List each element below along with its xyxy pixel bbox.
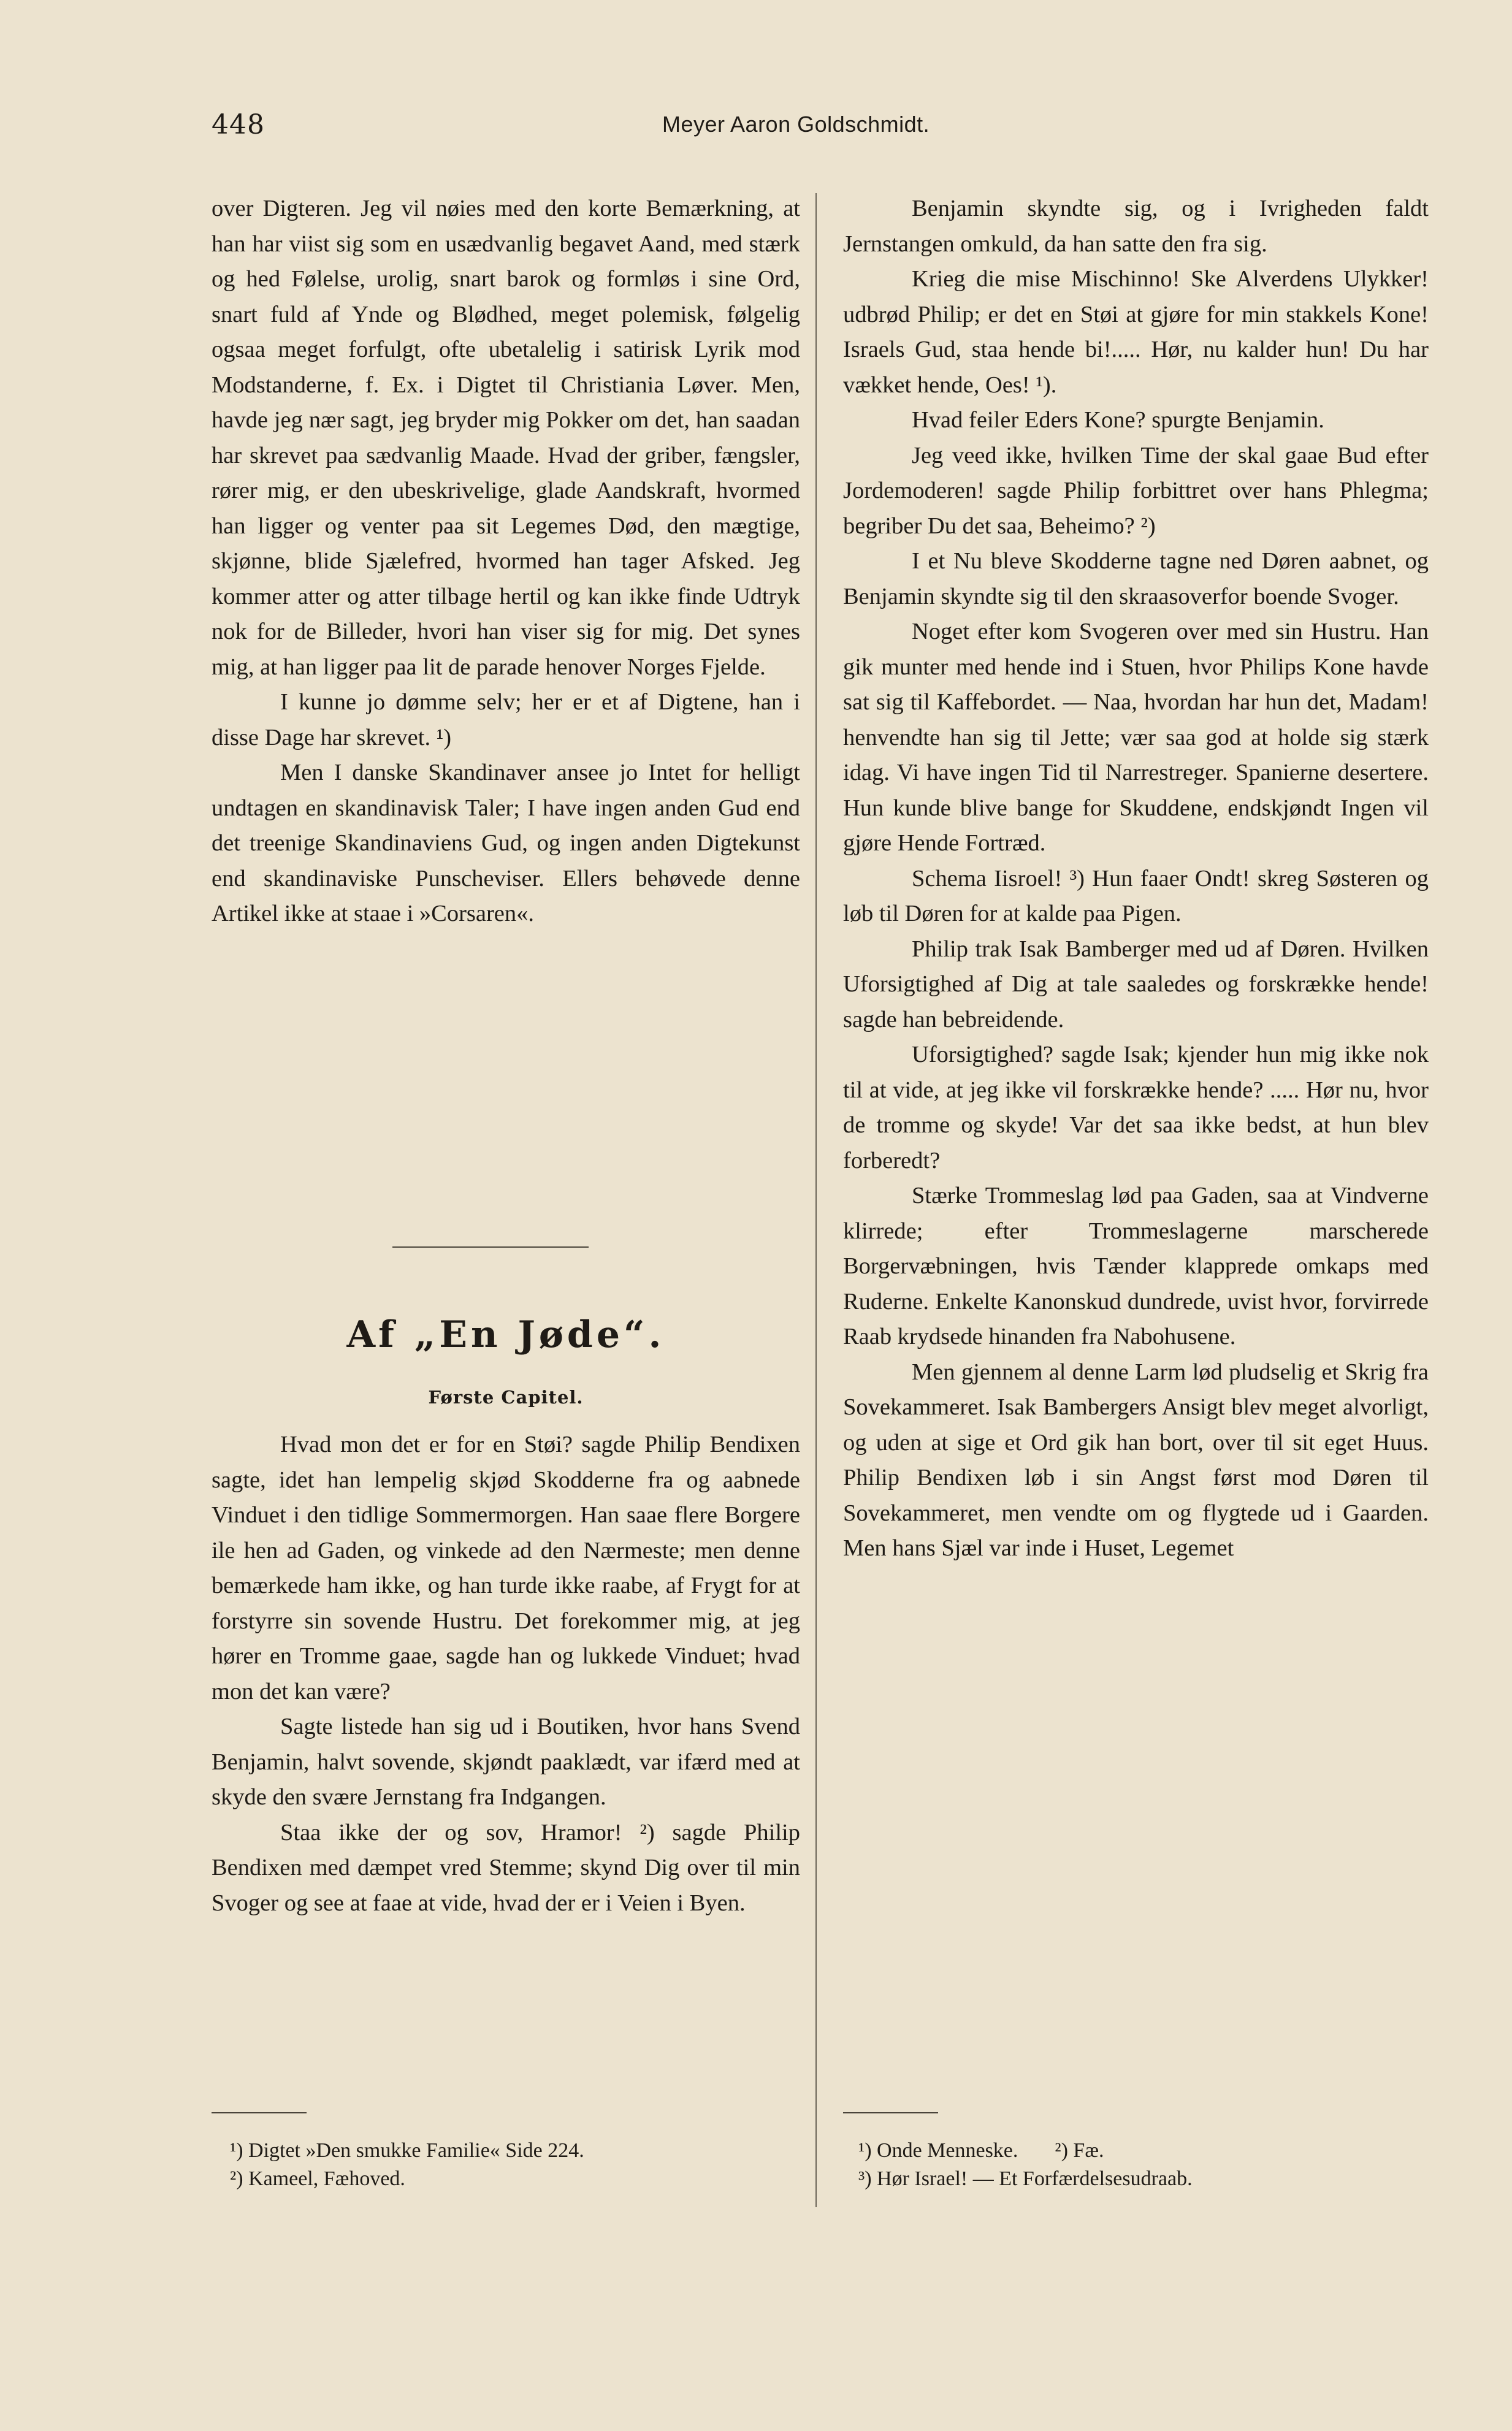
- story-paragraph: Sagte listede han sig ud i Boutiken, hvor hans Svend Benjamin, halvt sovende, skjøndt paaklædt, var ifærd med at skyde den svære Jernstang fra Indgangen.: [212, 1714, 800, 1810]
- running-head: Meyer Aaron Goldschmidt.: [662, 112, 930, 137]
- footnote-line: [858, 2137, 1193, 2165]
- story-paragraph: Staa ikke der og sov, Hramor! ²) sagde Philip Bendixen med dæmpet vred Stemme; skynd Dig over til min Svoger og see at faae at vide, hvad der er i Veien i Byen.: [212, 1819, 800, 1916]
- story-paragraph: Krieg die mise Mischinno! Ske Alverdens Ulykker! udbrød Philip; er det en Støi at gjøre for min stakkels Kone! Israels Gud, staa hende bi!..... Hør, nu kalder hun! Du har vækket hende, Oes! ¹).: [843, 266, 1429, 398]
- story-paragraph: Hvad feiler Eders Kone? spurgte Benjamin.: [912, 407, 1324, 433]
- page-number: 448: [212, 109, 265, 140]
- footnote: ¹) Digtet »Den smukke Familie« Side 224.: [230, 2139, 584, 2162]
- essay-paragraph: Men I danske Skandinaver ansee jo Intet for helligt undtagen en skandinavisk Taler; I have ingen anden Gud end det treenige Skandinaviens Gud, og ingen anden Digtekunst end skandinaviske Punscheviser. Ellers behøvede denne Artikel ikke at staae i »Corsaren«.: [212, 760, 800, 926]
- story-paragraph: Stærke Trommeslag lød paa Gaden, saa at Vindverne klirrede; efter Trommeslagerne marscherede Borgervæbningen, hvis Tænder klapprede omkaps med Ruderne. Enkelte Kanonskud dundrede, uvist hvor, forvirrede Raab krydsede hinanden fra Nabohusene.: [843, 1183, 1429, 1349]
- essay-paragraph: over Digteren. Jeg vil nøies med den korte Bemærkning, at han har viist sig som en usædvanlig begavet Aand, med stærk og hed Følelse, urolig, snart barok og formløs i sine Ord, snart fuld af Ynde og Blødhed, meget polemisk, følgelig ogsaa meget forfulgt, ofte ubetalelig i satirisk Lyrik mod Modstanderne, f. Ex. i Digtet til Christiania Løver. Men, havde jeg nær sagt, jeg bryder mig Pokker om det, han saadan har skrevet paa sædvanlig Maade. Hvad der griber, fængsler, rører mig, er den ubeskrivelige, glade Aandskraft, hvormed han ligger og venter paa sit Legemes Død, den mægtige, skjønne, blide Sjælefred, hvormed han tager Afsked. Jeg kommer atter og atter tilbage hertil og kan ikke finde Udtryk nok for de Billeder, hvori han viser sig for mig. Det synes mig, at han ligger paa lit de parade henover Norges Fjelde.: [212, 196, 800, 680]
- right-column: [843, 191, 1429, 1567]
- footnote: ¹) Onde Menneske.: [858, 2139, 1018, 2162]
- story-paragraph: Benjamin skyndte sig, og i Ivrigheden faldt Jernstangen omkuld, da han satte den fra sig.: [843, 196, 1429, 257]
- footnote-rule: [843, 2112, 938, 2113]
- footnotes-left: [230, 2137, 584, 2193]
- story-column-left: [212, 1427, 800, 1921]
- story-paragraph: Jeg veed ikke, hvilken Time der skal gaae Bud efter Jordemoderen! sagde Philip forbittret over hans Phlegma; begriber Du det saa, Beheimo? ²): [843, 442, 1429, 539]
- section-title: Af „En Jøde“.: [346, 1313, 665, 1356]
- footnote: ³) Hør Israel! — Et Forfærdelsesudraab.: [858, 2167, 1193, 2190]
- page-header: [212, 109, 1432, 152]
- essay-paragraph: I kunne jo dømme selv; her er et af Digtene, han i disse Dage har skrevet. ¹): [212, 689, 800, 750]
- story-paragraph: I et Nu bleve Skodderne tagne ned Døren aabnet, og Benjamin skyndte sig til den skraasoverfor boende Svoger.: [843, 548, 1429, 609]
- footnotes-right: [858, 2137, 1193, 2193]
- section-divider: [392, 1246, 589, 1248]
- story-paragraph: Schema Iisroel! ³) Hun faaer Ondt! skreg Søsteren og løb til Døren for at kalde paa Pigen.: [843, 865, 1429, 926]
- chapter-heading: Første Capitel.: [428, 1387, 584, 1408]
- left-column: [212, 191, 800, 932]
- story-paragraph: Noget efter kom Svogeren over med sin Hustru. Han gik munter med hende ind i Stuen, hvor Philips Kone havde sat sig til Kaffebordet. — Naa, hvordan har hun det, Madam! henvendte han sig til Jette; vær saa god at holde sig stærk idag. Vi have ingen Tid til Narrestreger. Spanierne desertere. Hun kunde blive bange for Skuddene, endskjøndt Ingen vil gjøre Hende Fortræd.: [843, 619, 1429, 856]
- footnote: ²) Kameel, Fæhoved.: [230, 2167, 405, 2190]
- column-divider: [815, 193, 817, 2207]
- story-paragraph: Uforsigtighed? sagde Isak; kjender hun mig ikke nok til at vide, at jeg ikke vil forskrække hende? ..... Hør nu, hvor de tromme og skyde! Var det saa ikke bedst, at hun blev forberedt?: [843, 1042, 1429, 1174]
- story-paragraph: Philip trak Isak Bamberger med ud af Døren. Hvilken Uforsigtighed af Dig at tale saaledes og forskrække hende! sagde han bebreidende.: [843, 936, 1429, 1032]
- story-paragraph: Men gjennem al denne Larm lød pludselig et Skrig fra Sovekammeret. Isak Bambergers Ansigt blev meget alvorligt, og uden at sige et Ord gik han bort, over til sit eget Huus. Philip Bendixen løb i sin Angst først mod Døren til Sovekammeret, men vendte om og flygtede ud i Gaarden. Men hans Sjæl var inde i Huset, Legemet: [843, 1359, 1429, 1561]
- footnote: ²) Fæ.: [1055, 2139, 1104, 2162]
- footnote-rule: [212, 2112, 307, 2113]
- story-paragraph: Hvad mon det er for en Støi? sagde Philip Bendixen sagte, idet han lempelig skjød Skodderne fra og aabnede Vinduet i den tidlige Sommermorgen. Han saae flere Borgere ile hen ad Gaden, og vinkede ad den Nærmeste; men denne bemærkede ham ikke, og han turde ikke raabe, af Frygt for at forstyrre sin sovende Hustru. Det forekommer mig, at jeg hører en Tromme gaae, sagde han og lukkede Vinduet; hvad mon det kan være?: [212, 1432, 800, 1704]
